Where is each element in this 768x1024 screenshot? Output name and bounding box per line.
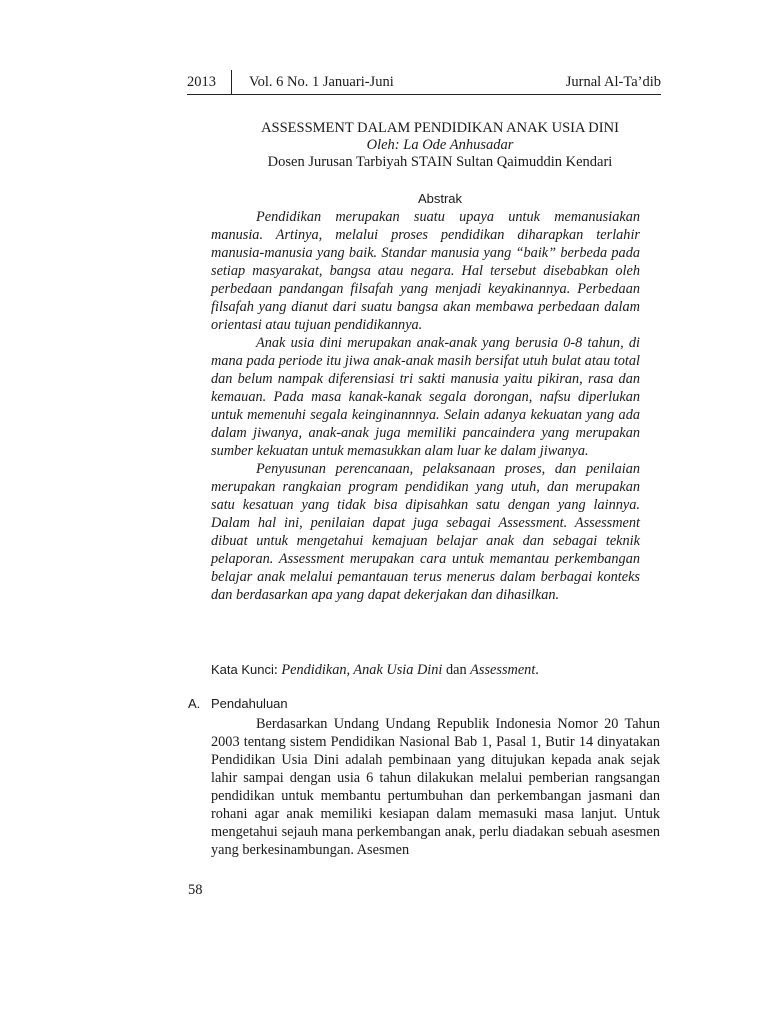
keywords-terms: Pendidikan, Anak Usia Dini: [281, 662, 443, 678]
keywords-last: Assessment: [470, 662, 536, 678]
header-journal: Jurnal Al-Ta’dib: [565, 74, 661, 90]
section-body: [211, 715, 660, 859]
keywords-end: .: [535, 662, 539, 678]
article-title: ASSESSMENT DALAM PENDIDIKAN ANAK USIA DINI: [261, 120, 619, 136]
keywords-conj: dan: [442, 662, 471, 678]
abstract-paragraph: Anak usia dini merupakan anak-anak yang berusia 0-8 tahun, di mana pada periode itu jiwa anak-anak masih bersifat utuh bulat atau total dan belum nampak diferensiasi tri sakti manusia yaitu pikiran, rasa dan kemauan. Pada masa kanak-kanak segala dorongan, nafsu diperlukan untuk memenuhi segala keinginannnya. Selain adanya kekuatan yang ada dalam jiwanya, anak-anak juga memiliki pancaindera yang merupakan sumber kekuatan untuk memasukkan alam luar ke dalam jiwanya.: [211, 335, 640, 459]
keywords-line: [211, 661, 640, 679]
section-title: Pendahuluan: [211, 696, 288, 711]
abstract-body: [211, 208, 640, 604]
section-number: A.: [188, 696, 201, 711]
page-number: 58: [188, 882, 203, 898]
body-paragraph: Berdasarkan Undang Undang Republik Indonesia Nomor 20 Tahun 2003 tentang sistem Pendidikan Nasional Bab 1, Pasal 1, Butir 14 dinyatakan Pendidikan Usia Dini adalah pembinaan yang ditujukan kepada anak sejak lahir sampai dengan usia 6 tahun dilakukan melalui pemberian rangsangan pendidikan untuk membantu pertumbuhan dan perkembangan jasmani dan rohani agar anak memiliki kesiapan dalam memasuki masa lanjut. Untuk mengetahui sejauh mana perkembangan anak, perlu diadakan sebuah asesmen yang berkesinambungan. Asesmen: [211, 716, 660, 858]
running-header: [187, 72, 661, 95]
header-volume: Vol. 6 No. 1 Januari-Juni: [249, 74, 394, 90]
article-author: Oleh: La Ode Anhusadar: [366, 137, 514, 153]
keywords-colon: :: [273, 662, 282, 678]
abstract-paragraph: Pendidikan merupakan suatu upaya untuk memanusiakan manusia. Artinya, melalui proses pendidikan diharapkan terlahir manusia-manusia yang baik. Standar manusia yang “baik” berbeda pada setiap masyarakat, bangsa atau negara. Hal tersebut disebabkan oleh perbedaan pandangan filsafah yang menjadi keyakinannya. Perbedaan filsafah yang dianut dari suatu bangsa akan membawa perbedaan dalam orientasi atau tujuan pendidikannya.: [211, 209, 640, 333]
keywords-label: Kata Kunci: [211, 662, 274, 677]
section-heading: [188, 696, 288, 711]
article-affiliation: Dosen Jurusan Tarbiyah STAIN Sultan Qaimuddin Kendari: [267, 154, 613, 170]
article-title-block: [150, 120, 730, 171]
abstract-heading: Abstrak: [417, 191, 463, 206]
header-divider: [231, 70, 232, 94]
abstract-paragraph: Penyusunan perencanaan, pelaksanaan proses, dan penilaian merupakan rangkaian program pendidikan yang utuh, dan merupakan satu kesatuan yang tidak bisa dipisahkan satu dengan yang lainnya. Dalam hal ini, penilaian dapat juga sebagai Assessment. Assessment dibuat untuk mengetahui kemajuan belajar anak dan sebagai teknik pelaporan. Assessment merupakan cara untuk memantau perkembangan belajar anak melalui pemantauan terus menerus dalam berbagai konteks dan berdasarkan apa yang dapat dekerjakan dan dihasilkan.: [211, 461, 640, 603]
header-year: 2013: [187, 74, 216, 90]
